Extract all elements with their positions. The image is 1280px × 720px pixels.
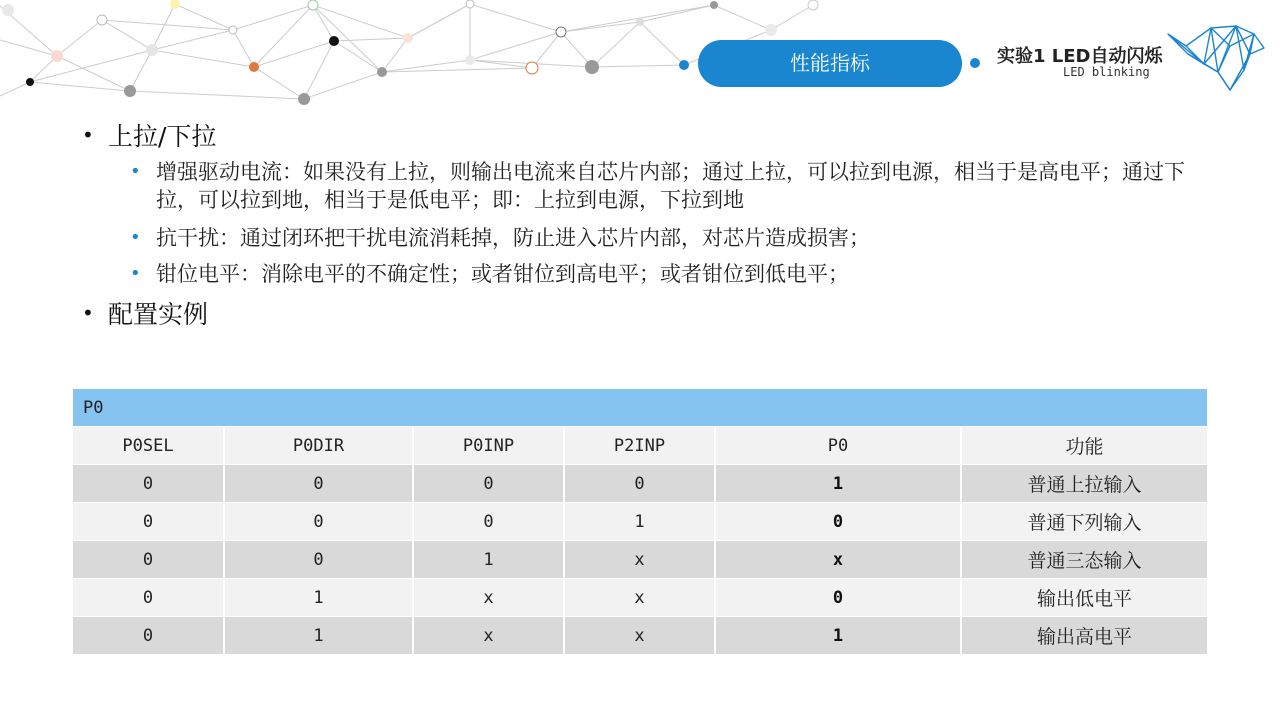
table-cell: 0 (224, 503, 413, 541)
column-header: P0SEL (73, 427, 224, 465)
table-cell: 0 (413, 465, 564, 503)
table-cell: x (564, 617, 715, 655)
polygon-wolf-logo-icon (1166, 24, 1266, 92)
table-row (73, 503, 1207, 541)
sub-bullet-text: 增强驱动电流：如果没有上拉，则输出电流来自芯片内部；通过上拉，可以拉到电源，相当于是高电平；通过下拉，可以拉到地，相当于是低电平；即：上拉到电源，下拉到地 (156, 160, 1185, 212)
sub-bullet-anti-interference: • 抗干扰：通过闭环把干扰电流消耗掉，防止进入芯片内部，对芯片造成损害； (130, 224, 1210, 252)
table-row (73, 617, 1207, 655)
section-pill: 性能指标 (698, 40, 962, 87)
table-cell: 输出低电平 (961, 579, 1207, 617)
table-cell: 0 (715, 579, 961, 617)
table-cell: 0 (413, 503, 564, 541)
bullet-config-example: • 配置实例 (82, 300, 209, 329)
table-cell: 输出高电平 (961, 617, 1207, 655)
column-header: 功能 (961, 427, 1207, 465)
pill-right-dot (970, 58, 980, 68)
table-header-row (73, 427, 1207, 465)
table-cell: 0 (73, 503, 224, 541)
slide-subtitle: LED blinking (1063, 65, 1150, 79)
column-header: P0DIR (224, 427, 413, 465)
sub-bullet-clamp-level: • 钳位电平：消除电平的不确定性；或者钳位到高电平；或者钳位到低电平； (130, 260, 1210, 288)
bullet-text: 配置实例 (108, 300, 209, 329)
table-cell: x (564, 579, 715, 617)
column-header: P2INP (564, 427, 715, 465)
bullet-pull-up-down: • 上拉/下拉 (82, 122, 217, 151)
table-cell: 1 (564, 503, 715, 541)
table-caption-row (73, 389, 1207, 427)
table-cell: 0 (564, 465, 715, 503)
table-cell: 0 (73, 579, 224, 617)
slide-title: 实验1 LED自动闪烁 (997, 46, 1163, 67)
table-cell: x (413, 579, 564, 617)
config-table (73, 389, 1207, 655)
table-cell: 1 (224, 617, 413, 655)
column-header: P0INP (413, 427, 564, 465)
table-caption: P0 (73, 389, 1207, 427)
table-cell: 0 (73, 541, 224, 579)
pill-left-dot (679, 60, 689, 70)
table-row (73, 465, 1207, 503)
table-cell: 1 (715, 465, 961, 503)
table-cell: 0 (224, 465, 413, 503)
table-cell: 1 (715, 617, 961, 655)
table-row (73, 541, 1207, 579)
table-cell: 普通下列输入 (961, 503, 1207, 541)
sub-bullet-text: 抗干扰：通过闭环把干扰电流消耗掉，防止进入芯片内部，对芯片造成损害； (156, 226, 870, 250)
sub-bullet-text: 钳位电平：消除电平的不确定性；或者钳位到高电平；或者钳位到低电平； (156, 262, 849, 286)
table-cell: 普通上拉输入 (961, 465, 1207, 503)
column-header: P0 (715, 427, 961, 465)
table-cell: x (413, 617, 564, 655)
table-row (73, 579, 1207, 617)
table-cell: 0 (73, 617, 224, 655)
table-cell: 0 (73, 465, 224, 503)
table-cell: x (564, 541, 715, 579)
table-cell: 普通三态输入 (961, 541, 1207, 579)
bullet-text: 上拉/下拉 (108, 122, 217, 151)
table-cell: 1 (224, 579, 413, 617)
table-cell: 0 (224, 541, 413, 579)
table-cell: 0 (715, 503, 961, 541)
table-cell: 1 (413, 541, 564, 579)
table-cell: x (715, 541, 961, 579)
sub-bullet-drive-current: • 增强驱动电流：如果没有上拉，则输出电流来自芯片内部；通过上拉，可以拉到电源，相当于是高电平；通过下拉，可以拉到地，相当于是低电平；即：上拉到电源，下拉到地 (130, 158, 1210, 214)
